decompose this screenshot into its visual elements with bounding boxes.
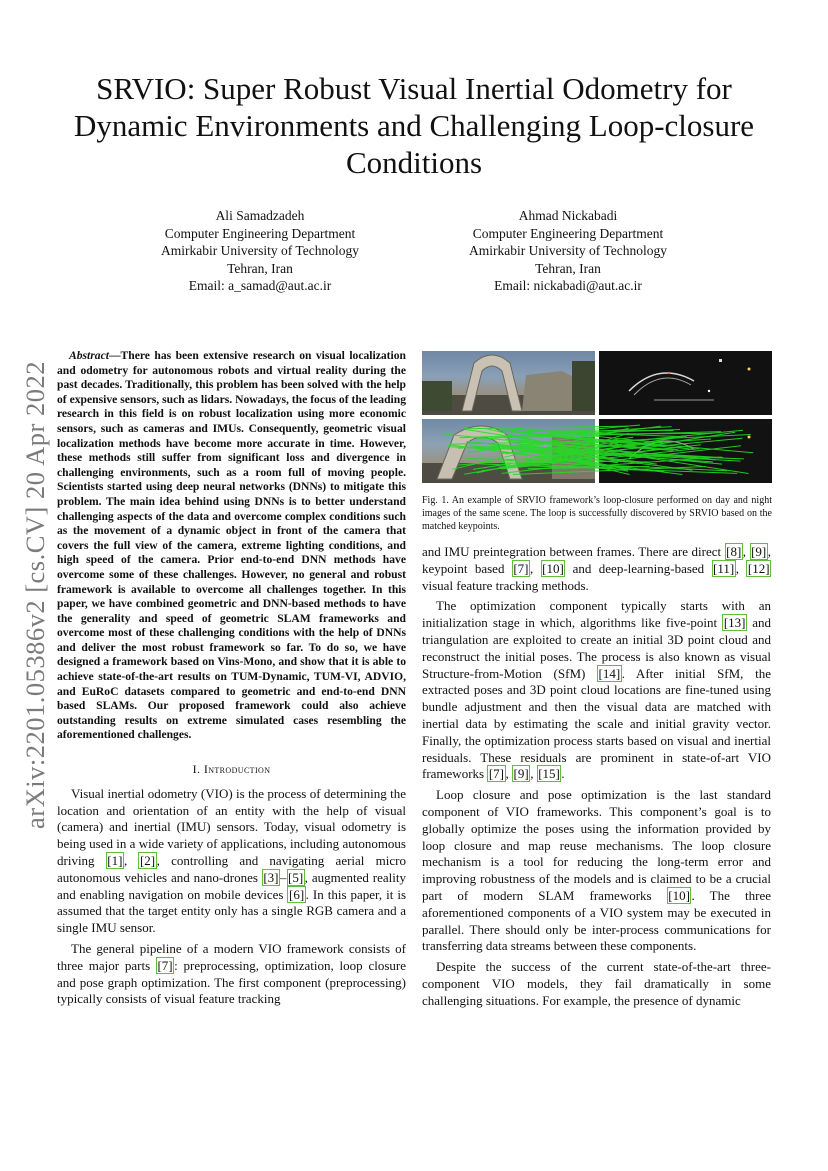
paragraph: and IMU preintegration between frames. There are direct [8] , [9] , keypoint based [7] , [10] and deep-learning-based [11] , [12] visual feature tracking methods. [422,544,771,593]
citation-link[interactable]: [15] [538,766,560,782]
keypoint-match-lines [422,419,772,483]
paper-title: SRVIO: Super Robust Visual Inertial Odometry for Dynamic Environments and Challenging Loop-closure Conditions [73,71,755,180]
citation-link[interactable]: [10] [668,887,690,903]
abstract: Abstract—There has been extensive research on visual localization and odometry for autonomous robots and virtual reality during the past decades. Traditionally, this problem has been solved with the help of expensive sensors, such as lidars. Nowadays, the focus of the leading research in this field is on robust localization using more economic sensors, such as cameras and IMUs. Consequently, geometric visual localization methods have become more accurate in time. However, these methods still suffer from significant loss and divergence in challenging environments, such as a room full of moving people. Scientists started using deep neural networks (DNNs) to mitigate this problem. The main idea behind using DNNs is to better understand challenging aspects of the data and overcome complex conditions such as the movement of a dynamic object in front of the camera that covers the full view of the camera, extreme lighting conditions, and high speed of the camera. Prior end-to-end DNN methods have overcome some of these challenges. However, no general and robust framework is available to overcome all challenges together. In this paper, we have combined geometric and DNN-based methods to have the generality and speed of geometric SLAM frameworks and overcome most of these challenging conditions with the help of DNNs and deliver the most robust framework so far. To do so, we have designed a framework based on Vins-Mono, and show that it is able to achieve state-of-the-art results on TUM-Dynamic, TUM-VI, ADVIO, and EuRoC datasets compared to geometric and end-to-end DNN based SLAMs. Our proposed framework could also achieve outstanding results on extreme simulated cases resembling the aforementioned challenges. [57,349,406,742]
citation-link[interactable]: [3] [263,869,279,885]
citation-link[interactable]: [7] [157,957,173,973]
citation-link[interactable]: [10] [542,560,564,576]
paragraph: The optimization component typically starts with an initialization stage in which, algorithms like five-point [13] and triangulation are exploited to create an initial 3D point cloud and reconstruct the initial poses. The process is also known as visual Structure-from-Motion (SfM) [14] . After initial SfM, the extracted poses and 3D point cloud locations are fine-tuned using bundle adjustment and then the visual data are matched with inertial data by estimating the scale and initial gravity vector. Finally, the optimization process starts based on visual and inertial residuals. These residuals are prominent in state-of-art VIO frameworks [7] , [9] , [15] . [422,598,772,782]
section-heading [57,761,406,778]
citation-link[interactable]: [2] [139,853,156,869]
citation-link[interactable]: [5] [288,869,304,885]
citation-link[interactable]: [11] [713,560,735,576]
citation-link[interactable]: [6] [288,886,305,902]
author-email: Email: nickabadi@aut.ac.ir [494,278,642,293]
left-column [57,349,406,1012]
citation-link[interactable]: [1] [107,853,123,869]
paragraph: Despite the success of the current state-of-the-art three-component VIO models, they fail dramatically in some challenging situations. For example, the presence of dynamic [422,959,771,1008]
citation-link[interactable]: [9] [751,544,767,559]
citation-link[interactable]: [7] [513,560,529,576]
arxiv-identifier[interactable]: arXiv:2201.05386v2 [cs.CV] 20 Apr 2022 [20,361,50,829]
author-university: Amirkabir University of Technology [469,243,667,258]
author-block-2 [438,207,698,295]
paragraph: Visual inertial odometry (VIO) is the process of determining the location and orientation of an entity with the help of visual (camera) and inertial (IMU) sensors. Today, visual odometry is being used in a wide variety of applications, including autonomous driving [1] , [2] , controlling and navigating aerial micro autonomous vehicles and nano-drones [3] – [5] , augmented reality and enabling navigation on mobile devices [6] . In this paper, it is assumed that the target entity only has a single RGB camera and a single IMU sensor. [57,785,406,936]
night-image-top [599,351,772,415]
right-column [422,544,771,1014]
author-university: Amirkabir University of Technology [161,243,359,258]
author-email: Email: a_samad@aut.ac.ir [188,278,332,293]
figure-caption: Fig. 1. An example of SRVIO framework’s loop-closure performed on day and night images of the same scene. The loop is successfully discovered by SRVIO based on the matched keypoints. [422,495,772,532]
citation-link[interactable]: [13] [723,615,746,631]
author-department: Computer Engineering Department [472,225,664,241]
citation-link[interactable]: [8] [726,544,742,559]
author-name: Ahmad Nickabadi [518,208,618,223]
author-name: Ali Samadzadeh [215,208,305,223]
abstract-label: Abstract [69,349,109,362]
citation-link[interactable]: [14] [598,665,621,681]
author-city: Tehran, Iran [535,260,601,276]
citation-link[interactable]: [7] [488,766,505,782]
figure-1 [422,351,772,483]
citation-link[interactable]: [12] [747,560,770,576]
paragraph: Loop closure and pose optimization is the last standard component of VIO frameworks. This component’s goal is to globally optimize the poses using the information provided by loop closure and map reuse mechanisms. The loop closure mechanism is a tool for reducing the long-term error and improving robustness of the models and is claimed to be a crucial part of modern SLAM frameworks [10] . The three aforementioned components of a VIO system may be executed in parallel. There should only be inter-process communications for transferring data streams between these components. [422,787,771,954]
author-city: Tehran, Iran [227,260,293,276]
abstract-text: There has been extensive research on visual localization and odometry for autonomous robots and virtual reality during the past decades. Traditionally, this problem has been solved with the help of expensive sensors, such as lidars. Nowadays, the focus of the leading research in this field is on robust localization using more economic sensors, such as cameras and IMUs. Consequently, geometric visual localization methods have become more accurate in time. However, these methods still suffer from significant loss and divergence in challenging environments, such as a room full of moving people. Scientists started using deep neural networks (DNNs) to mitigate this problem. The main idea behind using DNNs is to better understand challenging aspects of the data and overcome complex conditions such as the movement of a dynamic object in front of the camera that covers the full view of the camera, extreme lighting conditions, and high speed of the camera. Prior end-to-end DNN methods have overcome some of these challenges. However, no general and robust framework is available to overcome all challenges together. In this paper, we have combined geometric and DNN-based methods to have the generality and speed of geometric SLAM frameworks and overcome most of these challenging conditions with the help of DNNs and deliver the most robust framework so far. To do so, we have designed a framework based on Vins-Mono, and show that it is able to achieve state-of-the-art results on TUM-Dynamic, TUM-VI, ADVIO, and EuRoC datasets compared to geometric and end-to-end DNN based SLAMs. Our proposed framework could also achieve outstanding results on extreme simulated cases resembling the aforementioned challenges. [57,349,406,742]
author-block-1 [130,207,390,295]
citation-link[interactable]: [9] [513,766,529,782]
section-number: I. [192,762,204,777]
paragraph: The general pipeline of a modern VIO framework consists of three major parts [7] : preprocessing, optimization, loop closure and pose graph optimization. The first component (preprocessing) typically consists of visual feature tracking [57,941,406,1007]
author-department: Computer Engineering Department [164,225,356,241]
day-image-top [422,351,595,415]
section-title: Introduction [203,762,271,777]
